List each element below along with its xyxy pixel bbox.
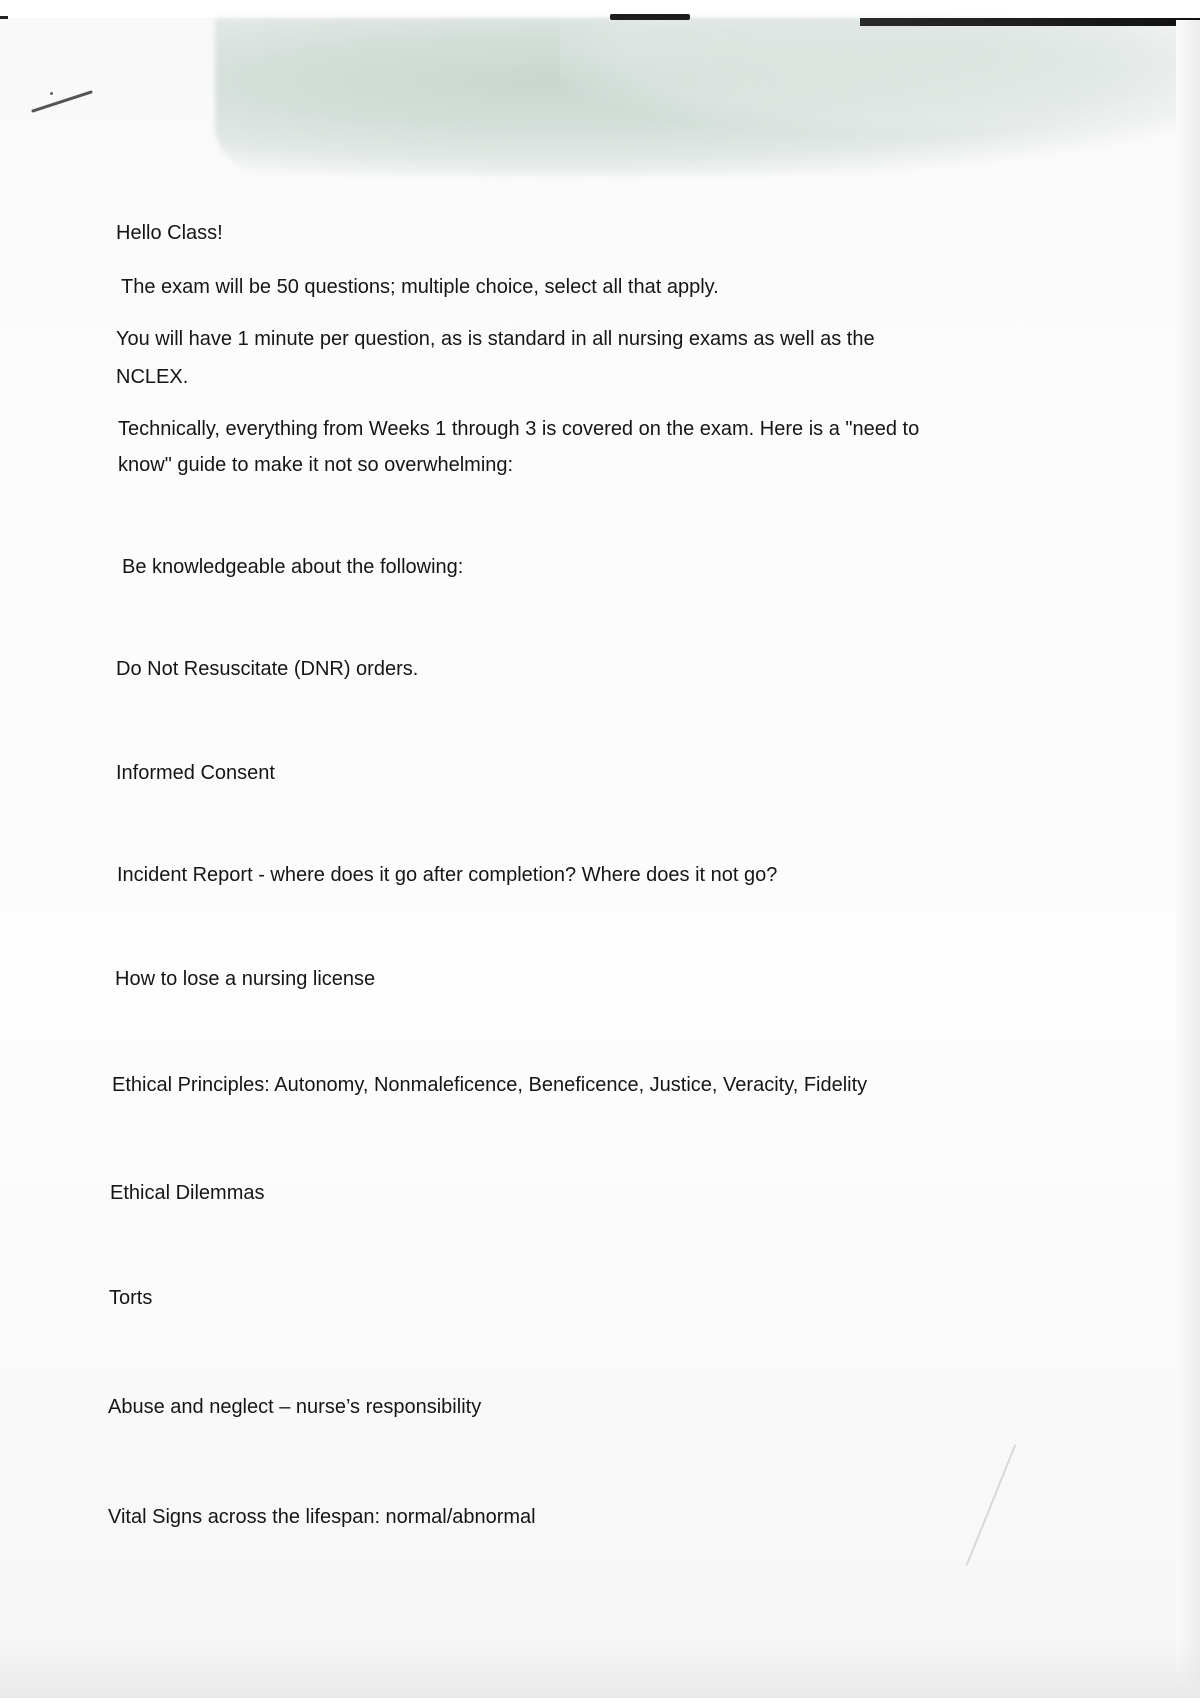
scan-bottom-shadow [0, 1640, 1200, 1698]
scan-shadow-highlight [560, 20, 1200, 130]
greeting: Hello Class! [116, 222, 223, 244]
intro-time-line-2: NCLEX. [116, 366, 189, 388]
intro-scope-line-1: Technically, everything from Weeks 1 through 3 is covered on the exam. Here is a "need to [118, 418, 920, 440]
topic-item: Ethical Principles: Autonomy, Nonmaleficence, Beneficence, Justice, Veracity, Fidelity [112, 1074, 868, 1096]
topic-item: Ethical Dilemmas [110, 1182, 265, 1204]
pen-dot [50, 92, 53, 95]
scan-top-edge [0, 0, 1200, 18]
scan-edge-mark-right [860, 18, 1200, 26]
topic-item: Vital Signs across the lifespan: normal/abnormal [108, 1506, 536, 1528]
scan-edge-mark-middle [610, 14, 690, 20]
topic-item: Torts [109, 1287, 153, 1309]
intro-exam-format: The exam will be 50 questions; multiple choice, select all that apply. [121, 276, 719, 298]
page-fold-line [966, 1444, 1017, 1565]
pen-mark [31, 90, 93, 113]
scan-edge-mark-left [0, 16, 8, 19]
page-right-edge [1176, 20, 1200, 1698]
topic-item: Incident Report - where does it go after completion? Where does it not go? [117, 864, 778, 886]
topic-item: Informed Consent [116, 762, 275, 784]
knowledge-heading: Be knowledgeable about the following: [122, 556, 464, 578]
topic-item: Do Not Resuscitate (DNR) orders. [116, 658, 419, 680]
intro-scope-line-2: know" guide to make it not so overwhelming: [118, 454, 514, 476]
intro-time-line-1: You will have 1 minute per question, as is standard in all nursing exams as well as the [116, 328, 875, 350]
topic-item: How to lose a nursing license [115, 968, 376, 990]
topic-item: Abuse and neglect – nurse’s responsibility [108, 1396, 482, 1418]
